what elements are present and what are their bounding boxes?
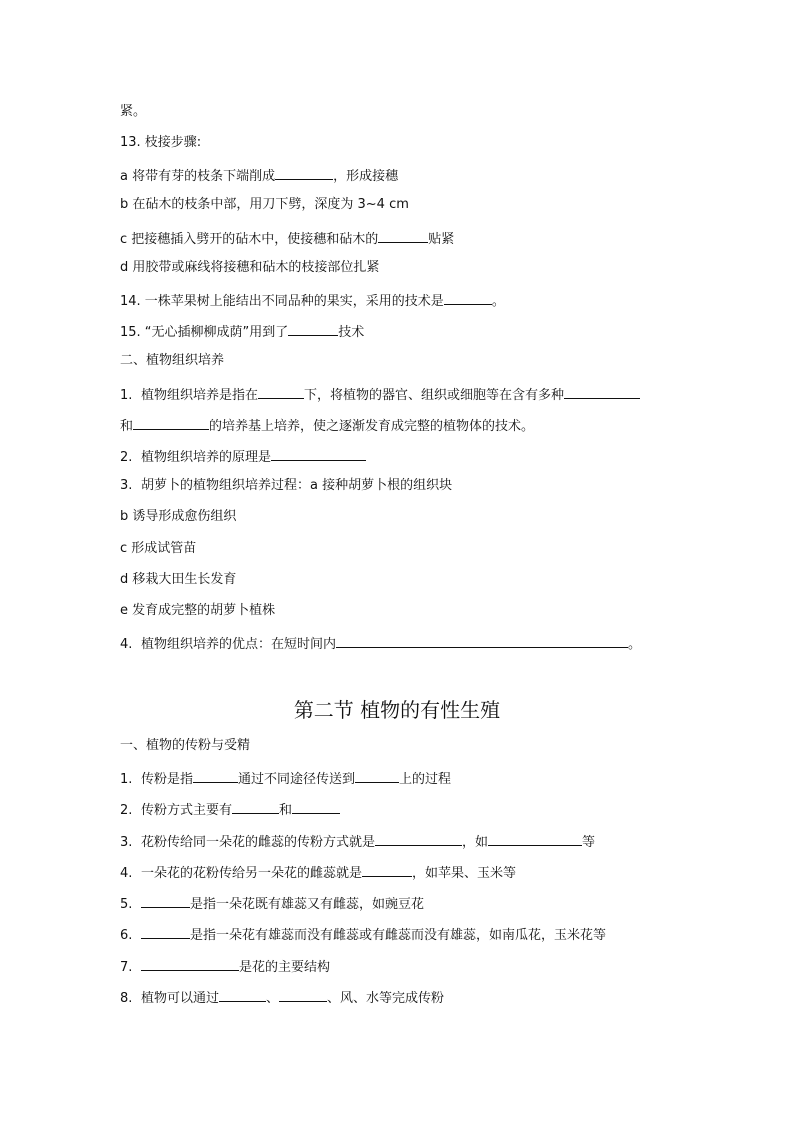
line-text: 胡萝卜的植物组织培养过程：a 接种胡萝卜根的组织块 [141,478,453,493]
pollination-q7 [120,956,330,977]
tissue-step-e [120,602,275,620]
line-text: 的培养基上培养，使之逐渐发育成完整的植物体的技术。 [209,419,535,434]
answer-blank[interactable] [193,768,238,783]
line-text: 技术 [338,325,365,340]
line-text: c 形成试管苗 [120,541,197,556]
pollination-q1 [120,768,451,789]
section-title: 第二节 植物的有性生殖 [293,698,501,722]
line-text: 14. 一株苹果树上能结出不同品种的果实，采用的技术是 [120,294,444,309]
tissue-q2 [120,446,366,467]
line-text: b 在砧木的枝条中部，用刀下劈，深度为 3~4 cm [120,197,409,212]
answer-blank[interactable] [141,893,190,908]
question-14 [120,290,505,311]
line-text: 。 [491,294,505,309]
item-number: 3. [120,835,133,850]
answer-blank[interactable] [258,384,304,399]
step-a [120,165,398,186]
tissue-q4 [120,633,641,654]
line-text: 15. “无心插柳柳成荫”用到了 [120,325,289,340]
line-text: 是指一朵花有雄蕊而没有雌蕊或有雌蕊而没有雄蕊，如南瓜花，玉米花等 [190,928,607,943]
pollination-q4 [120,862,516,883]
line-text: 植物可以通过 [141,991,220,1006]
line-text: 和 [279,803,293,818]
answer-blank[interactable] [141,924,190,939]
answer-blank[interactable] [219,987,266,1002]
tissue-q1-cont [120,415,534,436]
item-number: 3. [120,478,133,493]
tissue-step-b [120,508,236,526]
line-text: ，如 [462,835,489,850]
question-15 [120,321,364,342]
tissue-step-d [120,571,236,589]
question-13-title [120,134,201,152]
answer-blank[interactable] [362,862,412,877]
line-text: 二、植物组织培养 [120,353,225,368]
line-text: 。 [628,637,642,652]
line-text: ，形成接穗 [333,169,399,184]
line-text: 植物组织培养的原理是 [141,450,272,465]
line-text: d 移栽大田生长发育 [120,572,237,587]
line-text: 是花的主要结构 [239,960,331,975]
answer-blank[interactable] [275,165,333,180]
line-text: 一、植物的传粉与受精 [120,738,251,753]
step-b [120,196,409,214]
section-heading-tissue-culture [120,352,224,370]
step-c [120,228,454,249]
line-text: 、 [266,991,280,1006]
line-text: 和 [120,419,134,434]
pollination-q6 [120,924,606,945]
item-number: 8. [120,991,133,1006]
answer-blank[interactable] [288,321,338,336]
pollination-q5 [120,893,424,914]
text-line [120,103,146,121]
item-number: 4. [120,637,133,652]
answer-blank[interactable] [141,956,239,971]
line-text: 植物组织培养的优点：在短时间内 [141,637,337,652]
item-number: 2. [120,803,133,818]
line-text: d 用胶带或麻线将接穗和砧木的枝接部位扎紧 [120,260,380,275]
answer-blank[interactable] [488,831,582,846]
pollination-q3 [120,831,595,852]
line-text: 花粉传给同一朵花的雌蕊的传粉方式就是 [141,835,376,850]
answer-blank[interactable] [279,987,327,1002]
answer-blank[interactable] [292,799,340,814]
answer-blank[interactable] [232,799,279,814]
tissue-q1 [120,384,640,405]
answer-blank[interactable] [133,415,209,430]
line-text: 传粉是指 [141,772,194,787]
line-text: 植物组织培养是指在 [141,388,259,403]
line-text: 13. 枝接步骤: [120,135,202,150]
line-text: ，如苹果、玉米等 [412,866,517,881]
line-text: 通过不同途径传送到 [238,772,356,787]
line-text: 紧。 [120,104,147,119]
line-text: 等 [582,835,596,850]
item-number: 4. [120,866,133,881]
answer-blank[interactable] [271,446,366,461]
line-text: b 诱导形成愈伤组织 [120,509,237,524]
line-text: 上的过程 [399,772,452,787]
item-number: 7. [120,960,133,975]
item-number: 1. [120,388,133,403]
line-text: 下，将植物的器官、组织或细胞等在含有多种 [304,388,565,403]
line-text: 、风、水等完成传粉 [327,991,445,1006]
item-number: 1. [120,772,133,787]
item-number: 5. [120,897,133,912]
line-text: c 把接穗插入劈开的砧木中，使接穗和砧木的 [120,232,379,247]
line-text: 一朵花的花粉传给另一朵花的雌蕊就是 [141,866,363,881]
line-text: 是指一朵花既有雄蕊又有雌蕊，如豌豆花 [190,897,425,912]
line-text: 传粉方式主要有 [141,803,233,818]
answer-blank[interactable] [355,768,399,783]
item-number: 6. [120,928,133,943]
answer-blank[interactable] [336,633,628,648]
answer-blank[interactable] [375,831,462,846]
answer-blank[interactable] [444,290,492,305]
step-d [120,259,379,277]
tissue-step-c [120,540,196,558]
answer-blank[interactable] [564,384,640,399]
tissue-q3 [120,477,452,495]
answer-blank[interactable] [378,228,428,243]
line-text: e 发育成完整的胡萝卜植株 [120,603,276,618]
line-text: a 将带有芽的枝条下端削成 [120,169,276,184]
section-heading-pollination [120,737,250,755]
pollination-q8 [120,987,444,1008]
pollination-q2 [120,799,340,820]
item-number: 2. [120,450,133,465]
line-text: 贴紧 [428,232,455,247]
